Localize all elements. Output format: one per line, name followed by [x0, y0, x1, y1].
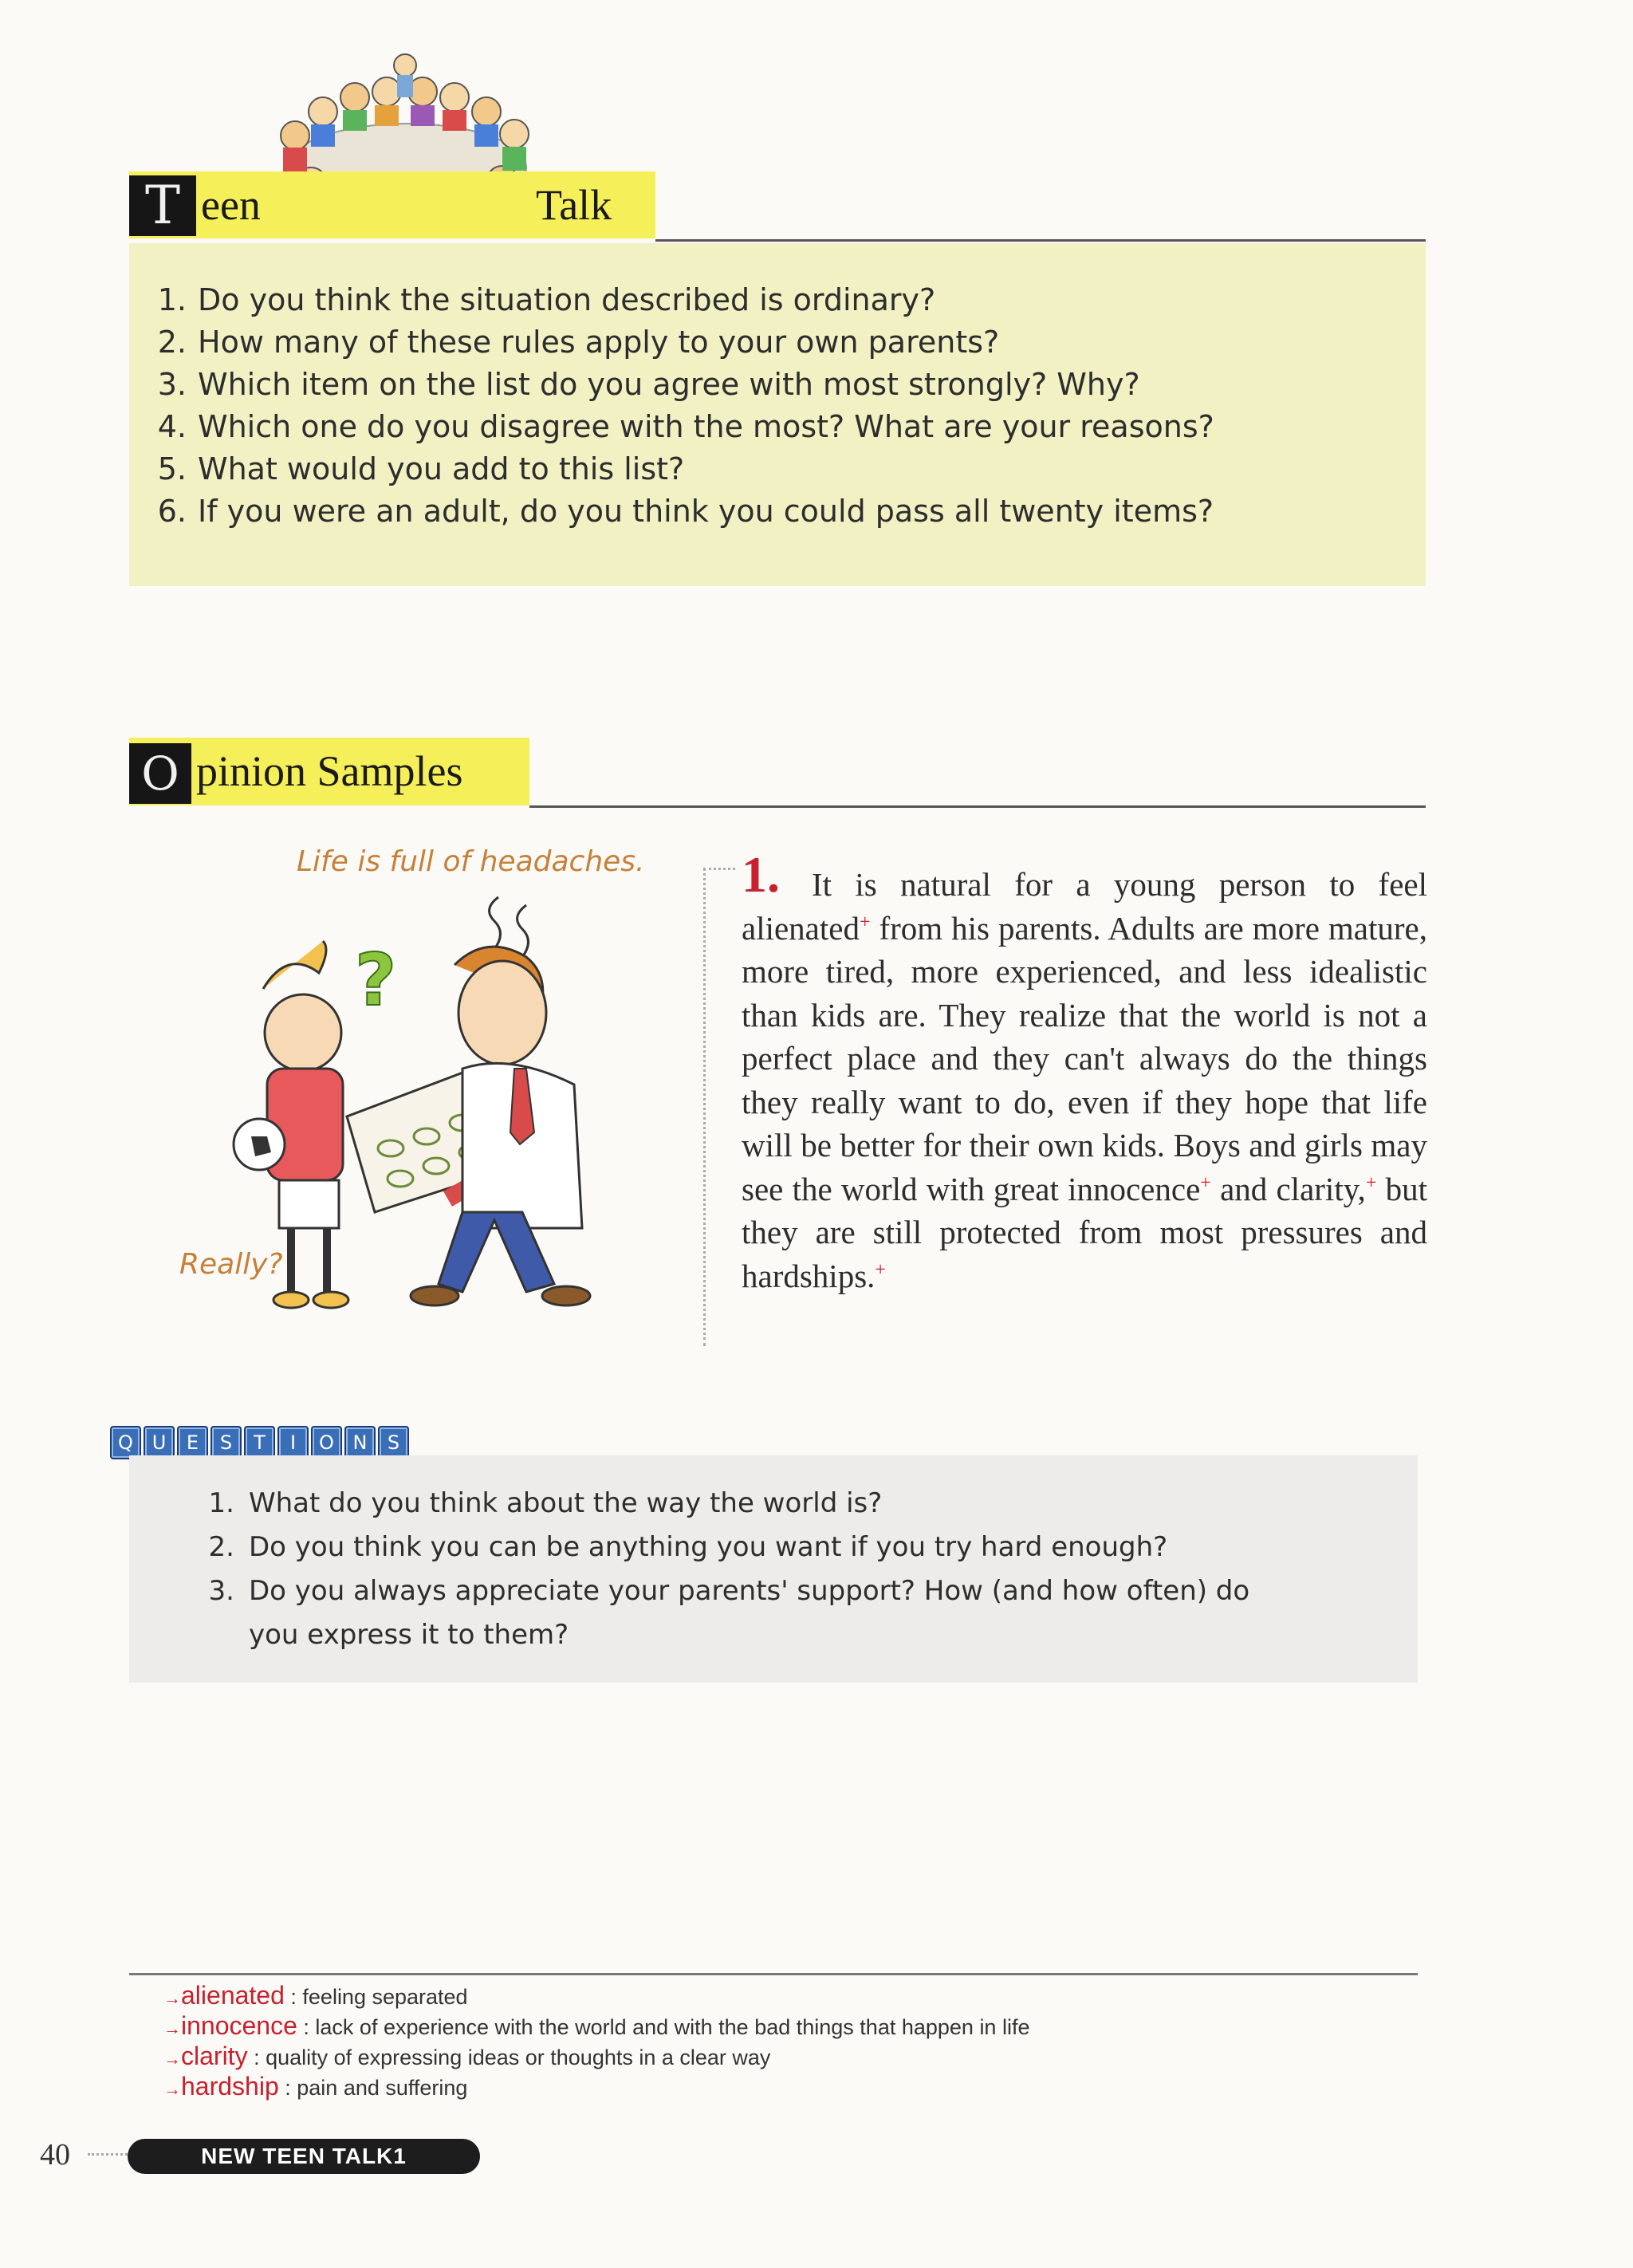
- glossary-entry: →clarity : quality of expressing ideas or thoughts in a clear way: [163, 2042, 771, 2070]
- list-item: 5. What would you add to this list?: [157, 451, 685, 486]
- opinion-samples-rule: [529, 805, 1426, 808]
- caption-life-headaches: Life is full of headaches.: [297, 845, 645, 878]
- teen-talk-question-list: [151, 279, 1395, 533]
- gloss-mark: +: [1200, 1171, 1211, 1193]
- glossary-entry: →alienated : feeling separated: [163, 1981, 468, 2010]
- gloss-mark: +: [859, 911, 871, 932]
- list-item: 2. How many of these rules apply to your own parents?: [157, 325, 1000, 360]
- sample-number: 1.: [742, 846, 780, 903]
- dotted-divider: [703, 868, 706, 1346]
- tile-letter: O: [311, 1426, 342, 1459]
- teen-talk-initial-t: T: [129, 175, 196, 236]
- tile-letter: S: [378, 1426, 409, 1459]
- list-item: 1. What do you think about the way the world is?: [208, 1487, 883, 1519]
- opinion-samples-title: pinion Samples: [196, 747, 463, 795]
- book-title-badge: NEW TEEN TALK1: [128, 2139, 480, 2174]
- dotted-divider-top: [703, 868, 735, 870]
- glossary-entry: →hardship : pain and suffering: [163, 2072, 468, 2101]
- tile-letter: S: [211, 1426, 242, 1459]
- questions-tiles: [110, 1426, 409, 1459]
- list-item: 3. Do you always appreciate your parents' support? How (and how often) do you express it to them?: [208, 1575, 1250, 1651]
- glossary-entry: →innocence : lack of experience with the world and with the bad things that happen in life: [163, 2011, 1030, 2040]
- questions-list: [199, 1482, 1379, 1657]
- tile-letter: U: [144, 1426, 175, 1459]
- glossary: [163, 1982, 1407, 2103]
- svg-text:?: ?: [355, 939, 397, 1022]
- glossary-rule: [129, 1973, 1418, 1975]
- teen-talk-word-talk: Talk: [536, 181, 612, 229]
- gloss-mark: +: [875, 1258, 886, 1280]
- list-item: 3. Which item on the list do you agree with most strongly? Why?: [157, 367, 1140, 402]
- list-item: 6. If you were an adult, do you think you could pass all twenty items?: [157, 494, 1214, 529]
- tile-letter: E: [177, 1426, 208, 1459]
- caption-really: Really?: [179, 1248, 283, 1281]
- list-item: 4. Which one do you disagree with the most? What are your reasons?: [157, 409, 1214, 444]
- teen-talk-word-een: een: [201, 181, 261, 229]
- footer-dots: [88, 2153, 128, 2156]
- opinion-samples-initial-o: O: [129, 743, 191, 804]
- gloss-mark: +: [1365, 1171, 1377, 1193]
- tile-letter: Q: [110, 1426, 141, 1459]
- tile-letter: I: [277, 1426, 309, 1459]
- page-number: 40: [40, 2138, 70, 2172]
- tile-letter: N: [344, 1426, 376, 1459]
- tile-letter: T: [244, 1426, 275, 1459]
- list-item: 1. Do you think the situation described is ordinary?: [157, 282, 936, 317]
- opinion-paragraph: It is natural for a young person to feel alienated+ from his parents. Adults are more mature, more tired, more experienced, and less idealistic than kids are. They realize that the world is not a perfect place and they can't always do the things they really want to do, even if they hope that life will be better for their own kids. Boys and girls may see the world with great innocence+ and clarity,+ but they are still protected from most pressures and hardships.+: [742, 866, 1427, 1294]
- list-item: 2. Do you think you can be anything you want if you try hard enough?: [208, 1531, 1168, 1563]
- teen-talk-rule: [655, 239, 1426, 242]
